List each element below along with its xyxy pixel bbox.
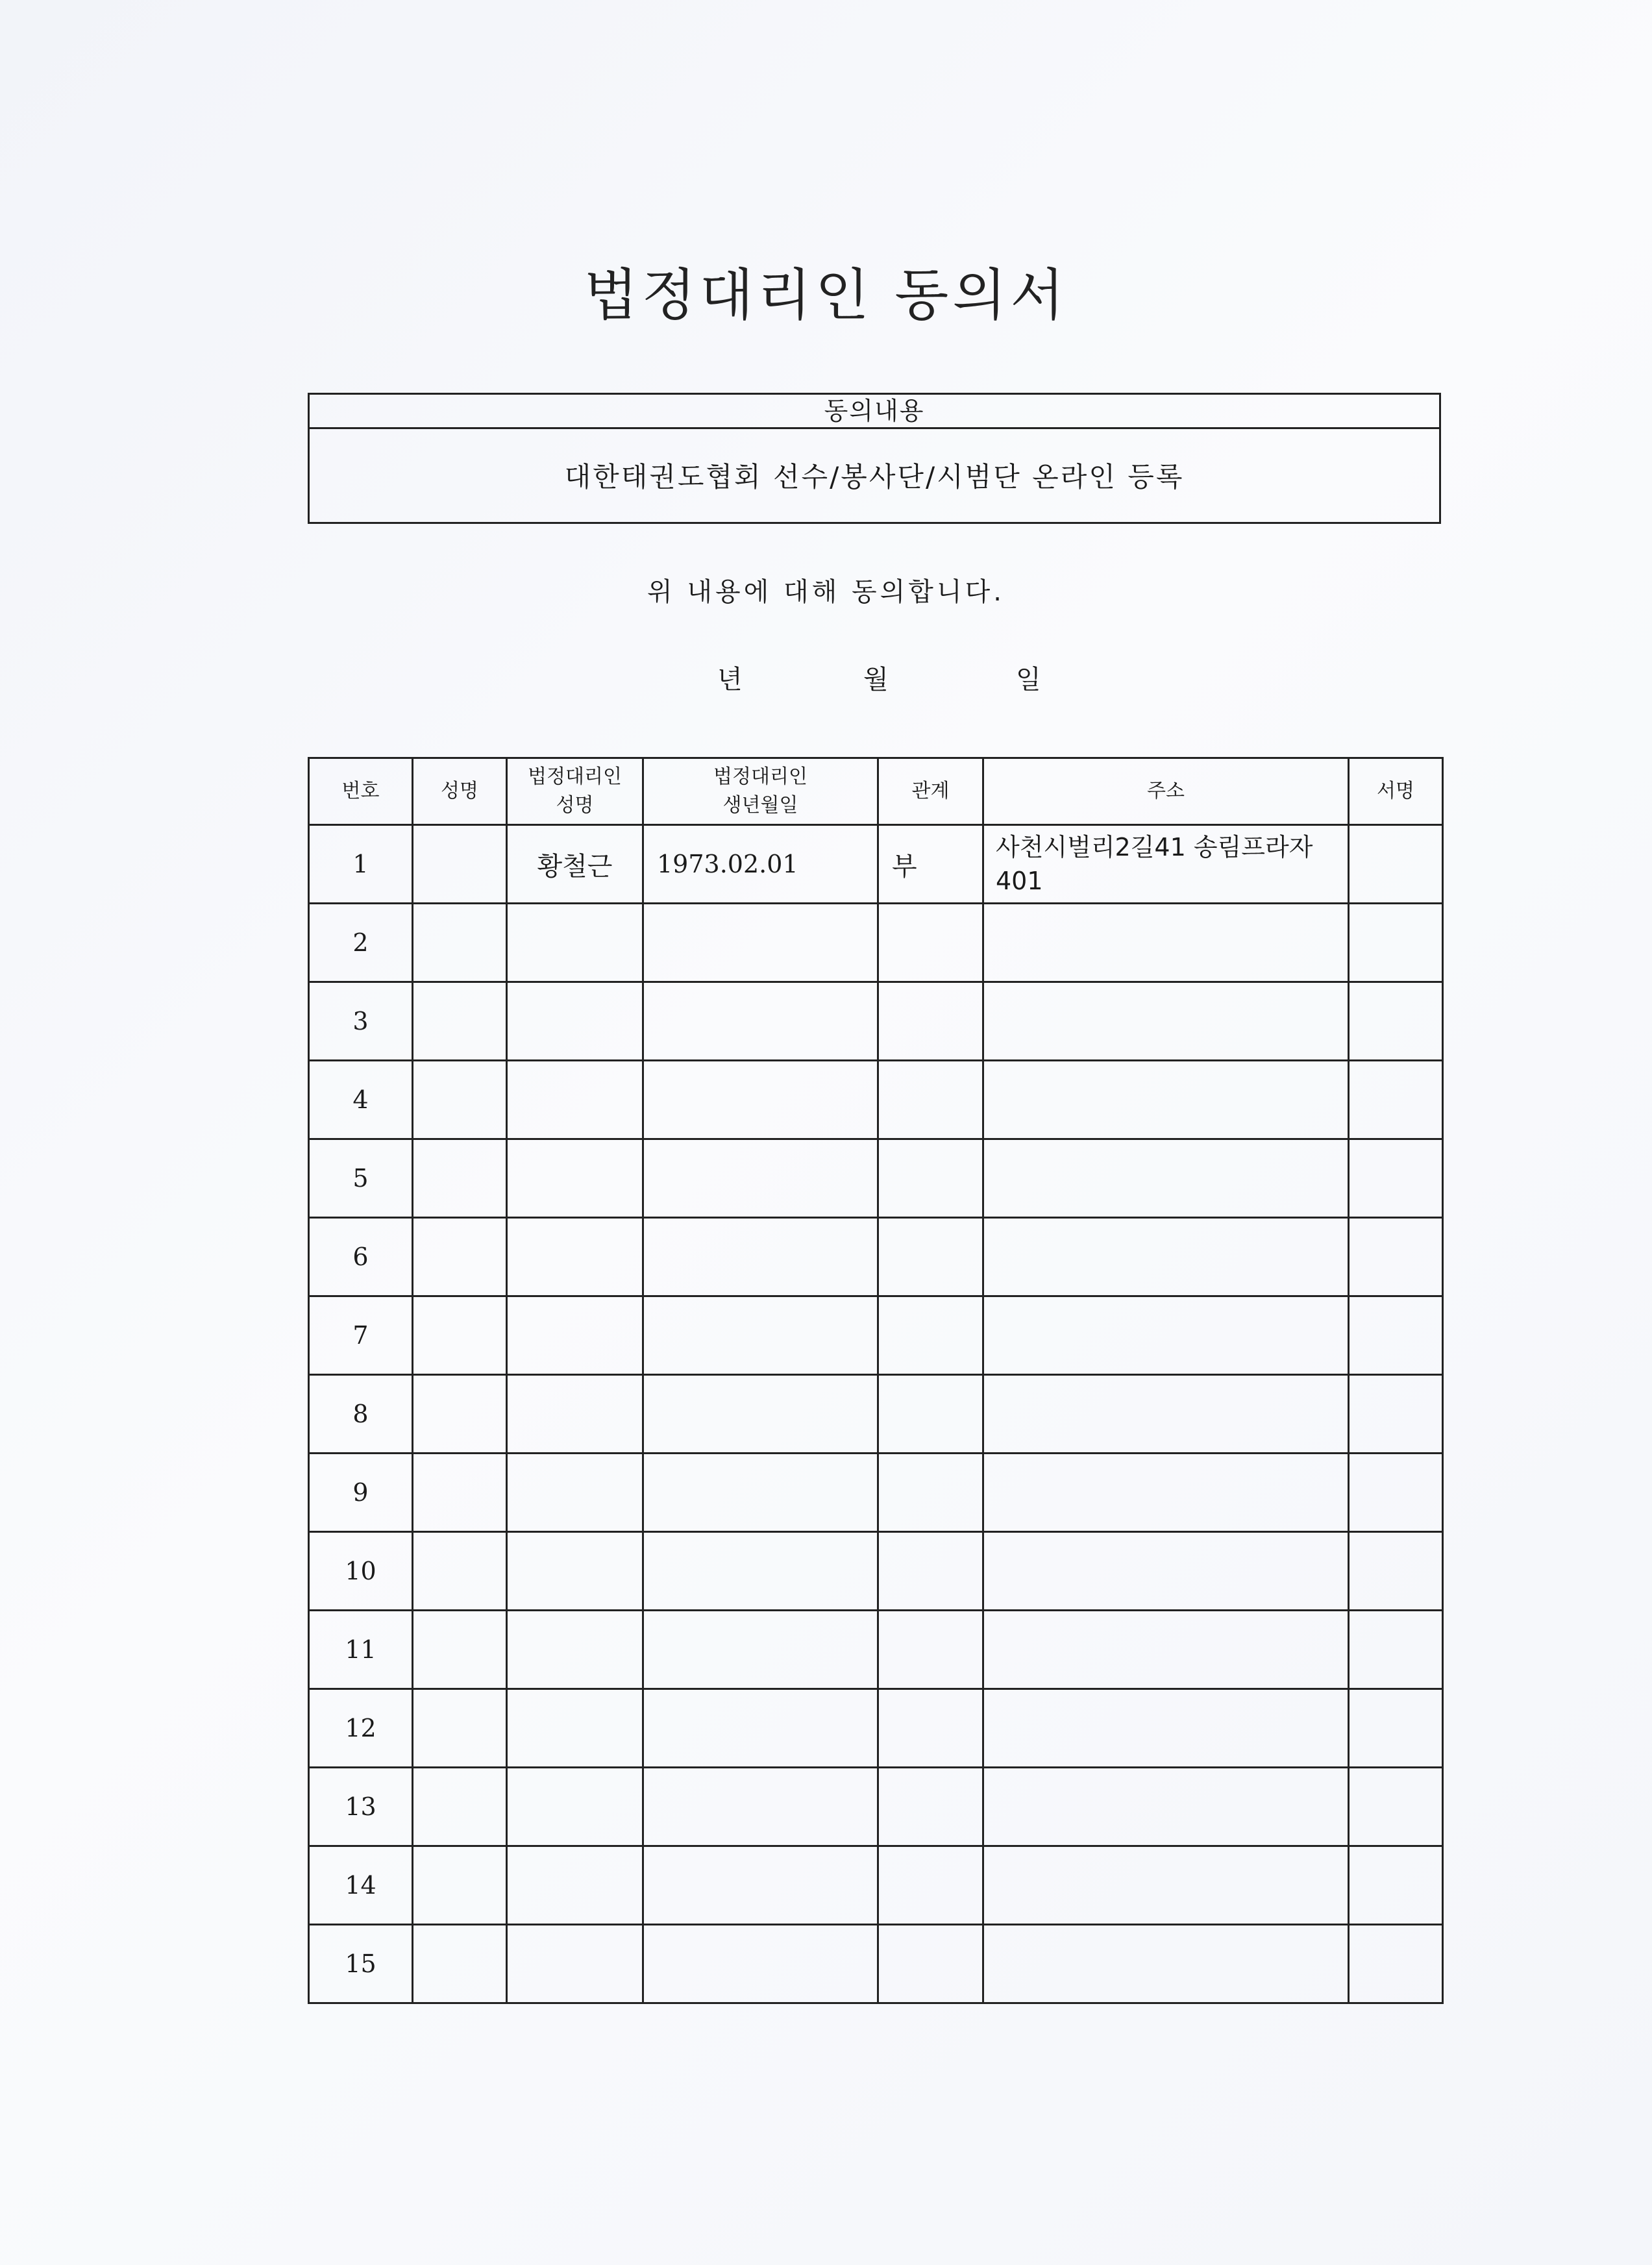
cell-relation: 부 xyxy=(878,825,983,904)
cell-guardian-name xyxy=(507,1454,643,1532)
cell-relation xyxy=(878,1218,983,1296)
cell-guardian-birth xyxy=(643,1611,878,1689)
cell-guardian-birth xyxy=(643,1139,878,1218)
cell-guardian-name xyxy=(507,1375,643,1454)
header-address: 주소 xyxy=(983,758,1349,825)
cell-name xyxy=(413,1689,507,1768)
cell-relation xyxy=(878,1061,983,1139)
cell-address xyxy=(983,1611,1349,1689)
cell-guardian-name xyxy=(507,1061,643,1139)
cell-no: 12 xyxy=(309,1689,413,1768)
cell-name xyxy=(413,1532,507,1611)
cell-relation xyxy=(878,1375,983,1454)
cell-guardian-name xyxy=(507,1689,643,1768)
cell-no: 10 xyxy=(309,1532,413,1611)
table-row xyxy=(309,1139,1443,1218)
table-row xyxy=(309,982,1443,1061)
cell-no: 15 xyxy=(309,1925,413,2003)
cell-no: 6 xyxy=(309,1218,413,1296)
cell-guardian-birth: 1973.02.01 xyxy=(643,825,878,904)
consent-box xyxy=(308,393,1441,524)
cell-name xyxy=(413,1218,507,1296)
cell-relation xyxy=(878,1925,983,2003)
table-row xyxy=(309,1689,1443,1768)
cell-signature xyxy=(1349,825,1443,904)
cell-guardian-birth xyxy=(643,1218,878,1296)
cell-name xyxy=(413,1139,507,1218)
cell-signature xyxy=(1349,1454,1443,1532)
table-row xyxy=(309,1532,1443,1611)
cell-no: 14 xyxy=(309,1846,413,1925)
cell-name xyxy=(413,1611,507,1689)
cell-name xyxy=(413,1454,507,1532)
cell-address xyxy=(983,982,1349,1061)
cell-signature xyxy=(1349,1139,1443,1218)
cell-guardian-name xyxy=(507,1296,643,1375)
cell-guardian-name xyxy=(507,904,643,982)
date-month-label: 월 xyxy=(863,665,889,695)
table-row xyxy=(309,1218,1443,1296)
cell-signature xyxy=(1349,1061,1443,1139)
cell-address xyxy=(983,1532,1349,1611)
cell-name xyxy=(413,1375,507,1454)
cell-name xyxy=(413,904,507,982)
header-no: 번호 xyxy=(309,758,413,825)
cell-signature xyxy=(1349,982,1443,1061)
cell-no: 3 xyxy=(309,982,413,1061)
cell-relation xyxy=(878,1846,983,1925)
header-guardian-name-line1: 법정대리인 xyxy=(528,765,622,788)
cell-relation xyxy=(878,982,983,1061)
cell-address xyxy=(983,904,1349,982)
header-name: 성명 xyxy=(413,758,507,825)
cell-guardian-name xyxy=(507,1611,643,1689)
cell-signature xyxy=(1349,904,1443,982)
cell-address xyxy=(983,1218,1349,1296)
cell-name xyxy=(413,1061,507,1139)
cell-guardian-birth xyxy=(643,1454,878,1532)
cell-guardian-birth xyxy=(643,1846,878,1925)
cell-signature xyxy=(1349,1375,1443,1454)
cell-no: 4 xyxy=(309,1061,413,1139)
cell-address xyxy=(983,1768,1349,1846)
consent-body: 대한태권도협회 선수/봉사단/시범단 온라인 등록 xyxy=(564,461,1185,493)
cell-guardian-birth xyxy=(643,1375,878,1454)
cell-relation xyxy=(878,1611,983,1689)
consent-header: 동의내용 xyxy=(310,395,1439,429)
table-header-row xyxy=(309,758,1443,825)
cell-relation xyxy=(878,1768,983,1846)
table-row xyxy=(309,1061,1443,1139)
cell-address xyxy=(983,1296,1349,1375)
cell-guardian-birth xyxy=(643,982,878,1061)
cell-guardian-name xyxy=(507,1532,643,1611)
cell-guardian-birth xyxy=(643,1768,878,1846)
table-row xyxy=(309,825,1443,904)
table-row xyxy=(309,904,1443,982)
header-guardian-birth-line1: 법정대리인 xyxy=(713,765,808,788)
cell-guardian-birth xyxy=(643,1925,878,2003)
header-guardian-birth xyxy=(643,758,878,825)
cell-signature xyxy=(1349,1925,1443,2003)
cell-address xyxy=(983,1061,1349,1139)
cell-no: 5 xyxy=(309,1139,413,1218)
cell-relation xyxy=(878,1532,983,1611)
cell-guardian-name: 황철근 xyxy=(507,825,643,904)
cell-guardian-name xyxy=(507,982,643,1061)
cell-signature xyxy=(1349,1768,1443,1846)
cell-no: 2 xyxy=(309,904,413,982)
table-row xyxy=(309,1611,1443,1689)
cell-no: 13 xyxy=(309,1768,413,1846)
cell-guardian-birth xyxy=(643,1689,878,1768)
cell-guardian-birth xyxy=(643,1061,878,1139)
cell-signature xyxy=(1349,1611,1443,1689)
cell-address xyxy=(983,1925,1349,2003)
table-row xyxy=(309,1454,1443,1532)
cell-guardian-name xyxy=(507,1925,643,2003)
table-row xyxy=(309,1375,1443,1454)
cell-signature xyxy=(1349,1532,1443,1611)
cell-name xyxy=(413,1768,507,1846)
cell-guardian-name xyxy=(507,1218,643,1296)
table-row xyxy=(309,1768,1443,1846)
cell-signature xyxy=(1349,1218,1443,1296)
header-guardian-birth-line2: 생년월일 xyxy=(722,794,798,817)
cell-address xyxy=(983,1139,1349,1218)
cell-no: 11 xyxy=(309,1611,413,1689)
cell-signature xyxy=(1349,1296,1443,1375)
cell-no: 9 xyxy=(309,1454,413,1532)
cell-address xyxy=(983,1375,1349,1454)
cell-relation xyxy=(878,1296,983,1375)
cell-name xyxy=(413,982,507,1061)
cell-no: 8 xyxy=(309,1375,413,1454)
agree-statement: 위 내용에 대해 동의합니다. xyxy=(647,577,1005,607)
cell-address xyxy=(983,1846,1349,1925)
cell-relation xyxy=(878,904,983,982)
cell-name xyxy=(413,1296,507,1375)
table-row xyxy=(309,1846,1443,1925)
cell-guardian-name xyxy=(507,1139,643,1218)
cell-address xyxy=(983,1689,1349,1768)
document-title: 법정대리인 동의서 xyxy=(584,263,1068,328)
cell-no: 7 xyxy=(309,1296,413,1375)
cell-signature xyxy=(1349,1689,1443,1768)
cell-guardian-birth xyxy=(643,1532,878,1611)
cell-guardian-birth xyxy=(643,904,878,982)
header-guardian-name xyxy=(507,758,643,825)
cell-address xyxy=(983,1454,1349,1532)
header-signature: 서명 xyxy=(1349,758,1443,825)
cell-no: 1 xyxy=(309,825,413,904)
table-row xyxy=(309,1296,1443,1375)
date-year-label: 년 xyxy=(717,665,743,695)
guardian-table xyxy=(308,757,1444,2004)
header-guardian-name-line2: 성명 xyxy=(556,794,594,817)
cell-relation xyxy=(878,1139,983,1218)
header-relation: 관계 xyxy=(878,758,983,825)
table-row xyxy=(309,1925,1443,2003)
cell-name xyxy=(413,1925,507,2003)
cell-name xyxy=(413,825,507,904)
cell-signature xyxy=(1349,1846,1443,1925)
cell-guardian-name xyxy=(507,1768,643,1846)
cell-relation xyxy=(878,1454,983,1532)
cell-guardian-name xyxy=(507,1846,643,1925)
cell-guardian-birth xyxy=(643,1296,878,1375)
cell-name xyxy=(413,1846,507,1925)
date-day-label: 일 xyxy=(1016,665,1041,695)
cell-address: 사천시벌리2길41 송림프라자401 xyxy=(983,825,1349,904)
cell-relation xyxy=(878,1689,983,1768)
